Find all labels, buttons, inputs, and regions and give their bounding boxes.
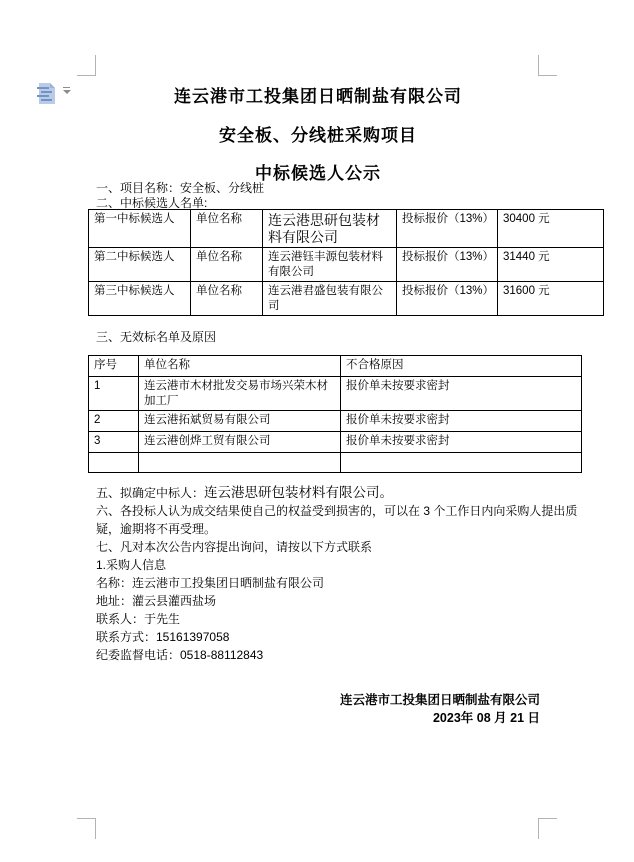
section-5-proposed-winner	[96, 484, 546, 502]
rank-cell: 第三中标候选人	[89, 282, 191, 316]
price-cell: 31600 元	[498, 282, 604, 316]
reason-cell: 报价单未按要求密封	[341, 432, 582, 453]
unit-label-cell: 单位名称	[191, 282, 263, 316]
candidates-row-3	[89, 282, 604, 316]
invalid-table-header-row	[89, 356, 582, 377]
paste-options-icon	[36, 82, 58, 106]
reason-cell	[341, 453, 582, 473]
price-label-cell: 投标报价（13%）	[397, 282, 498, 316]
no-cell: 2	[89, 411, 139, 432]
col-header-company: 单位名称	[139, 356, 341, 377]
page-corner-mark-bottom-left	[77, 818, 96, 839]
page-corner-mark-top-right	[538, 55, 557, 76]
doc-title-company: 连云港市工投集团日晒制盐有限公司	[174, 87, 462, 106]
invalid-row-1	[89, 377, 582, 411]
discipline-phone-line: 纪委监督电话：0518-88112843	[96, 648, 264, 662]
company-cell: 连云港君盛包装有限公司	[263, 282, 397, 316]
company-cell	[139, 453, 341, 473]
invalid-row-2	[89, 411, 582, 432]
section-5-label: 五、拟确定中标人：	[96, 486, 205, 500]
company-cell: 连云港市木材批发交易市场兴荣木材加工厂	[139, 377, 341, 411]
price-label-cell: 投标报价（13%）	[397, 210, 498, 248]
price-cell: 31440 元	[498, 248, 604, 282]
company-cell: 连云港创烨工贸有限公司	[139, 432, 341, 453]
no-cell: 3	[89, 432, 139, 453]
page-corner-mark-top-left	[77, 55, 96, 76]
company-cell: 连云港拓斌贸易有限公司	[139, 411, 341, 432]
col-header-reason: 不合格原因	[341, 356, 582, 377]
section-3-invalid-heading: 三、无效标名单及原因	[96, 330, 217, 344]
footer-date: 2023年 08 月 21 日	[432, 711, 540, 725]
footer-company: 连云港市工投集团日晒制盐有限公司	[339, 693, 540, 707]
contact-phone-line: 联系方式：15161397058	[96, 630, 230, 644]
invalid-bids-table	[88, 355, 582, 473]
lower-paragraphs	[96, 484, 578, 664]
company-cell: 连云港思研包装材料有限公司	[263, 210, 397, 248]
purchaser-info-heading: 1.采购人信息	[96, 558, 167, 572]
section-5-company: 连云港思研包装材料有限公司。	[204, 485, 394, 500]
price-cell: 30400 元	[498, 210, 604, 248]
invalid-row-3	[89, 432, 582, 453]
chevron-down-icon[interactable]	[62, 87, 71, 95]
doc-title-project: 安全板、分线桩采购项目	[219, 126, 417, 145]
no-cell	[89, 453, 139, 473]
invalid-row-empty	[89, 453, 582, 473]
price-label-cell: 投标报价（13%）	[397, 248, 498, 282]
section-1-project-name: 一、项目名称：安全板、分线桩	[96, 181, 265, 195]
candidates-row-2	[89, 248, 604, 282]
section-6-notice-line-1: 六、各投标人认为成交结果使自己的权益受到损害的，可以在 3 个工作日内向采购人提出质	[96, 504, 578, 518]
contact-address-line: 地址：灌云县灌西盐场	[96, 594, 217, 608]
candidates-table	[88, 209, 604, 316]
reason-cell: 报价单未按要求密封	[341, 411, 582, 432]
col-header-no: 序号	[89, 356, 139, 377]
doc-title-announcement: 中标候选人公示	[255, 164, 381, 183]
contact-person-line: 联系人：于先生	[96, 612, 181, 626]
section-2-candidates-heading: 二、中标候选人名单:	[96, 196, 208, 210]
section-7-contact-heading: 七、凡对本次公告内容提出询问，请按以下方式联系	[96, 540, 373, 554]
candidates-row-1	[89, 210, 604, 248]
paste-options-button[interactable]	[34, 80, 76, 108]
reason-cell: 报价单未按要求密封	[341, 377, 582, 411]
company-cell: 连云港钰丰源包装材料有限公司	[263, 248, 397, 282]
contact-name-line: 名称：连云港市工投集团日晒制盐有限公司	[96, 576, 325, 590]
page-corner-mark-bottom-right	[538, 818, 557, 839]
unit-label-cell: 单位名称	[191, 210, 263, 248]
section-6-notice-line-2: 疑，逾期将不再受理。	[96, 522, 217, 536]
unit-label-cell: 单位名称	[191, 248, 263, 282]
rank-cell: 第一中标候选人	[89, 210, 191, 248]
no-cell: 1	[89, 377, 139, 411]
rank-cell: 第二中标候选人	[89, 248, 191, 282]
